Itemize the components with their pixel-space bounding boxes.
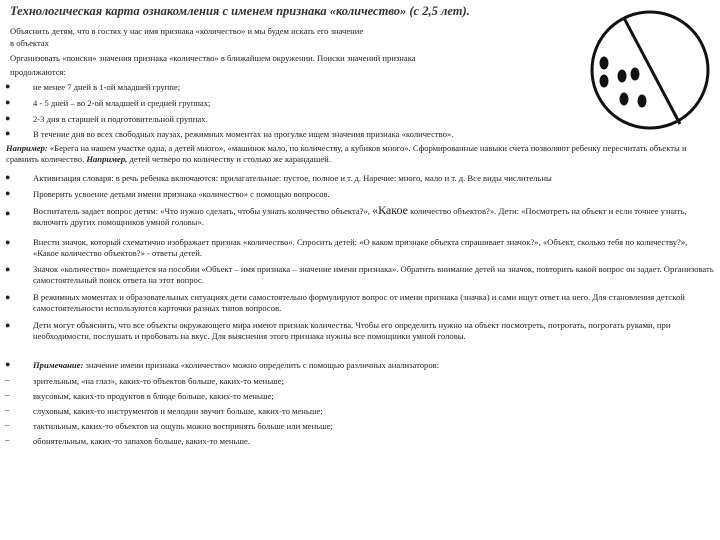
step-item: Значок «количество» помещается на пособии «Объект – имя признака – значение имени признака». Обратить внимание детей на значок, повторить какой вопрос он задает. Организовать самостоятельный поиск ответа на этот вопрос. <box>33 264 714 285</box>
intro-line: продолжаются: <box>10 67 66 77</box>
analyzer-item: зрительным, «на глаз», каких-то объектов больше, каких-то меньше; <box>33 376 284 386</box>
step-text: Воспитатель задает вопрос детям: «Что нужно сделать, чтобы узнать количество объекта?», <box>33 206 373 216</box>
example-lead: Например: <box>6 143 48 153</box>
note-lead: Примечание: <box>33 360 84 370</box>
sign-dot <box>618 70 627 83</box>
duration-item: не менее 7 дней в 1-ой младшей группе; <box>33 82 181 92</box>
example-text-2: детей четверо по количеству и столько же карандашей. <box>127 154 331 164</box>
step-emphasis: «Какое <box>372 203 408 217</box>
note <box>33 360 714 371</box>
page-title: Технологическая карта ознакомления с именем признака «количество» (с 2,5 лет). <box>10 4 470 18</box>
analyzer-item: слуховым, каких-то инструментов и мелодии звучит больше, каких-то меньше; <box>33 406 323 416</box>
dash-icon: – <box>5 435 10 445</box>
bullet-icon: ● <box>5 237 11 247</box>
duration-item: В течение дня во всех свободных паузах, режимных моментах на прогулке ищем значения признака «количество». <box>33 129 454 139</box>
sign-dot <box>631 68 640 81</box>
duration-item: 4 - 5 дней – во 2-ой младшей и средней группах; <box>33 98 211 108</box>
step-item: В режимных моментах и образовательных ситуациях дети самостоятельно формулируют вопрос от имени признака (значка) и сами ищут ответ на него. Для становления детской самостоятельности используются карточки разных типов вопросов. <box>33 292 685 313</box>
bullet-icon: ● <box>5 359 11 369</box>
sign-dot <box>600 57 609 70</box>
sign-dot <box>638 95 647 108</box>
intro-line: в объектах <box>10 38 49 48</box>
bullet-icon: ● <box>5 208 11 218</box>
duration-item: 2-3 дня в старшей и подготовительной группах. <box>33 114 208 124</box>
intro-line: Организовать «поиски» значения признака «количество» в ближайшем окружении. Поиски значений признака <box>10 53 416 63</box>
bullet-icon: ● <box>5 97 11 107</box>
sign-dot <box>600 75 609 88</box>
bullet-icon: ● <box>5 264 11 274</box>
sign-dot <box>620 93 629 106</box>
analyzer-item: вкусовым, каких-то продуктов в блюде больше, каких-то меньше; <box>33 391 274 401</box>
note-text: значение имени признака «количество» можно определить с помощью различных анализаторов: <box>83 360 440 370</box>
analyzer-item: обонятельным, каких-то запахов больше, каких-то меньше. <box>33 436 250 446</box>
intro-line: Объяснить детям, что в гостях у нас имя признака «количество» и мы будем искать его значение <box>10 26 364 36</box>
step-item: Внести значок, который схематично изображает признак «количество». Спросить детей: «О каком признаке объекта спрашивает значок?», «Объект, сколько тебя по количеству?», «Какое количество объектов?» - ответы детей. <box>33 237 688 258</box>
step-text-tail: количество объектов?». Дети: «Посмотреть на объект и если точнее узнать, включить других помощников умной головы». <box>33 206 687 227</box>
bullet-icon: ● <box>5 292 11 302</box>
quantity-sign-icon <box>588 8 712 132</box>
step-item <box>33 205 714 228</box>
analyzer-item: тактильным, каких-то объектов на ощупь можно воспринять больше или меньше; <box>33 421 333 431</box>
bullet-icon: ● <box>5 320 11 330</box>
bullet-icon: ● <box>5 172 11 182</box>
step-item: Проверить усвоение детьми имени признака «количество» с помощью вопросов. <box>33 189 330 199</box>
step-item: Активизация словаря: в речь ребенка включаются: прилагательные: пустое, полное и т. д. Наречие: много, мало и т. д. Все виды числительны <box>33 173 552 183</box>
dash-icon: – <box>5 390 10 400</box>
step-item: Дети могут объяснить, что все объекты окружающего мира имеют признак количества. Чтобы его определить нужно на объект посмотреть, потрогать, погрогать руками, при необходимости, послушать и пробовать на вкус. Для выяснения этого признака нужны все помощники умной головы. <box>33 320 671 341</box>
example-text: «Берега на нашем участке одна, а детей много», «машинок мало, по количеству, а кубиков много». Сформированные навыки счета позволяют ребенку пересчитать объекты и сравнить количество. <box>6 143 687 164</box>
dash-icon: – <box>5 405 10 415</box>
example-lead-2: Например, <box>86 154 128 164</box>
dash-icon: – <box>5 420 10 430</box>
bullet-icon: ● <box>5 81 11 91</box>
bullet-icon: ● <box>5 188 11 198</box>
example-paragraph <box>6 143 714 165</box>
bullet-icon: ● <box>5 128 11 138</box>
bullet-icon: ● <box>5 113 11 123</box>
dash-icon: – <box>5 375 10 385</box>
